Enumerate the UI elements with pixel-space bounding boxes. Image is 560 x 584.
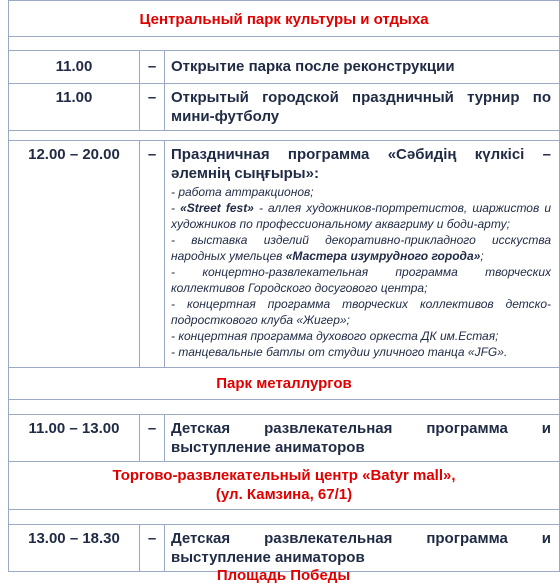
program-item: - работа аттракционов;	[171, 185, 314, 199]
event-time: 11.00 – 13.00	[9, 415, 140, 462]
spacer-row	[9, 510, 560, 525]
section-header-row	[9, 368, 560, 400]
event-time: 13.00 – 18.30	[9, 525, 140, 572]
event-time: 11.00	[9, 84, 140, 131]
section-header-row	[9, 462, 560, 510]
dash: –	[140, 51, 165, 84]
schedule-table	[8, 0, 560, 572]
section-subtitle: (ул. Камзина, 67/1)	[215, 486, 353, 503]
program-items	[171, 184, 551, 360]
section-header-row	[9, 1, 560, 37]
section-title	[9, 462, 560, 510]
next-section-title: Площадь Победы	[216, 567, 351, 584]
spacer-row	[9, 400, 560, 415]
event-title: Детская развлекательная программа и выступление аниматоров	[165, 525, 560, 572]
dash: –	[140, 84, 165, 131]
dash: –	[140, 141, 165, 368]
program-item: - концертная программа духового оркеста ДК им.Естая;	[171, 329, 499, 343]
event-title: Детская развлекательная программа и выступление аниматоров	[165, 415, 560, 462]
program-item: - танцевальные батлы от студии уличного танца «JFG».	[171, 345, 508, 359]
program-item: - «Street fest» - аллея художников-портретистов, шаржистов и художников по профессиональному аквагриму и боди-арту;	[171, 201, 551, 231]
table-row	[9, 141, 560, 368]
spacer-row	[9, 37, 560, 51]
spacer-row	[9, 131, 560, 141]
program-item: - выставка изделий декоративно-прикладного исскуства народных умельцев «Мастера изумрудного города»;	[171, 233, 552, 263]
table-row	[9, 525, 560, 572]
program-item: - концертно-развлекательная программа творческих коллективов Городского досугового центра;	[171, 265, 552, 295]
table-row	[9, 84, 560, 131]
event-time: 12.00 – 20.00	[9, 141, 140, 368]
event-title: Открытый городской праздничный турнир по мини-футболу	[165, 84, 560, 131]
dash: –	[140, 415, 165, 462]
event-title: Праздничная программа «Сәбидің күлкісі – әлемнің сыңғыры»:	[171, 146, 552, 182]
table-row	[9, 51, 560, 84]
dash: –	[140, 525, 165, 572]
program-item: - концертная программа творческих коллективов детско-подросткового клуба «Жигер»;	[171, 297, 552, 327]
next-section-cutoff	[8, 567, 559, 584]
section-title: Центральный парк культуры и отдыха	[9, 1, 560, 37]
event-program	[165, 141, 560, 368]
schedule-document	[8, 0, 559, 572]
section-title-line: Торгово-развлекательный центр «Batyr mall»,	[112, 467, 456, 484]
table-row	[9, 415, 560, 462]
section-title: Парк металлургов	[9, 368, 560, 400]
event-time: 11.00	[9, 51, 140, 84]
event-title: Открытие парка после реконструкции	[165, 51, 560, 84]
